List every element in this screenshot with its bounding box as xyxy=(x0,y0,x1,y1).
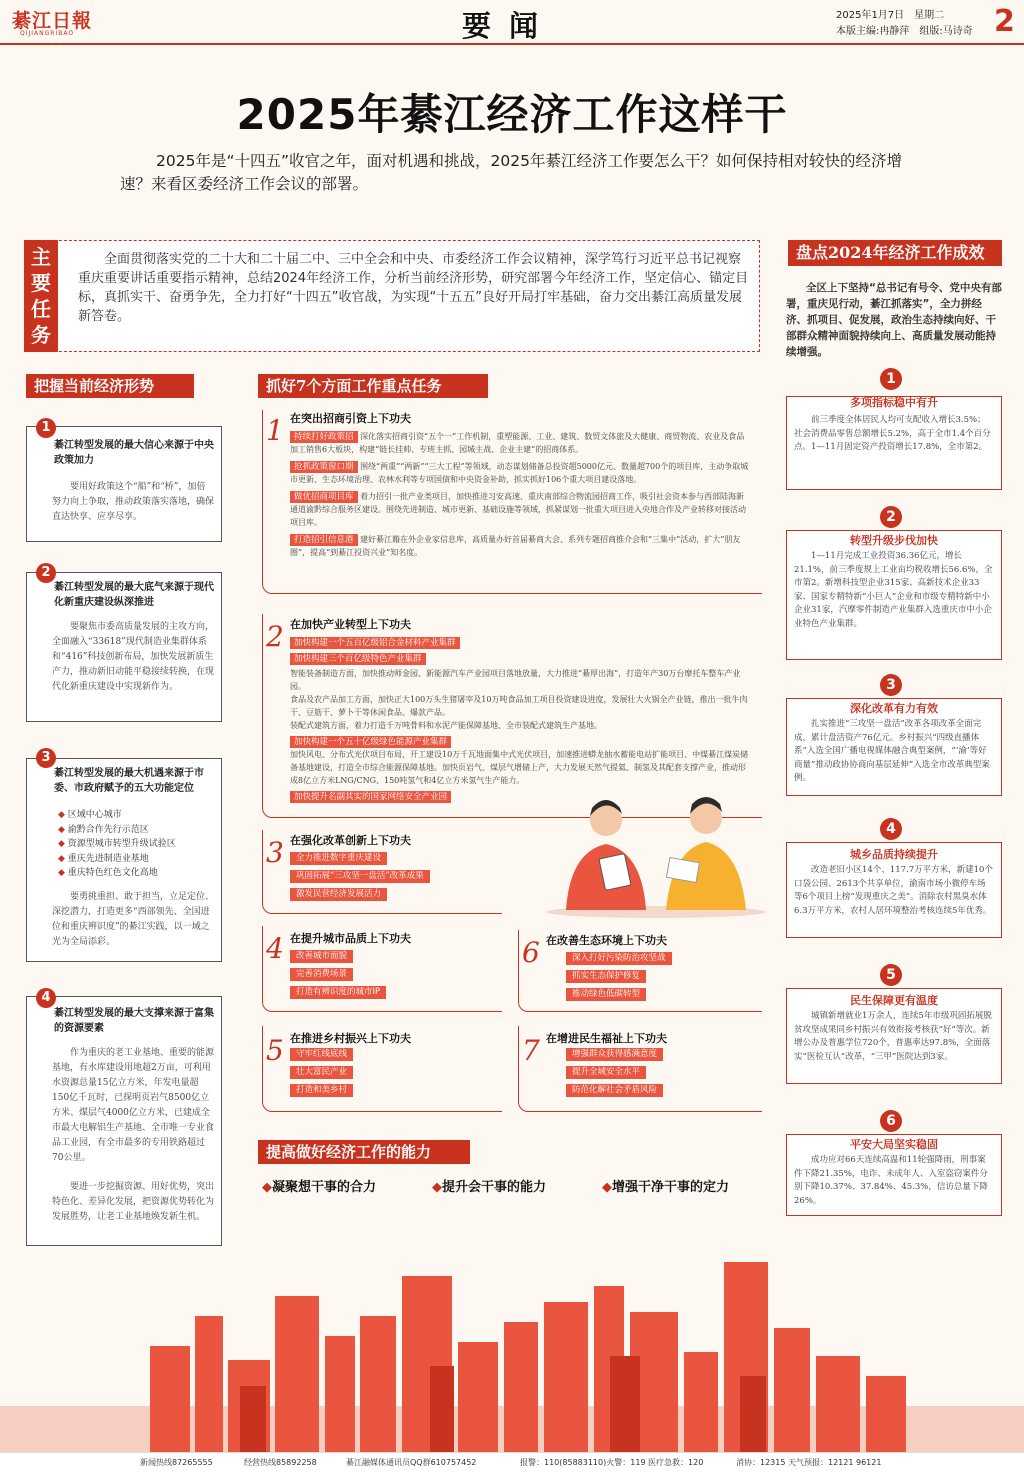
task-tag: 抢抓政策窗口期 xyxy=(290,461,358,473)
situation-num-3: 3 xyxy=(36,748,56,768)
result-head-4: 城乡品质持续提升 xyxy=(850,848,938,861)
task-tag: 打造招引信息港 xyxy=(290,534,358,546)
city-skyline-illustration xyxy=(0,1256,1024,1452)
result-num-5: 5 xyxy=(880,964,902,986)
result-body-4: 改造老旧小区14个、117.7万平方米，新建10个口袋公园、2613个共享单位，渝南市场小微停车场等6个项目上榜“发现重庆之美”。消除农村黑臭水体6.3万平方米，农村人居环境整治考核连续5年优秀。 xyxy=(794,865,993,916)
task-tag: 加快构建一个五百亿级铝合金材料产业集群 xyxy=(290,637,460,649)
bullet-item: ◆ 渝黔合作先行示范区 xyxy=(58,824,149,835)
main-task-label-text: 主要任务 xyxy=(31,245,51,347)
bullet-item: ◆ 重庆特色红色文化高地 xyxy=(58,868,158,878)
footer-business-hotline: 经营热线85892258 xyxy=(244,1458,317,1467)
task-1-num: 1 xyxy=(266,414,284,447)
lead-paragraph: 2025年是“十四五”收官之年，面对机遇和挑战，2025年綦江经济工作要怎么干？如何保持相对较快的经济增速？来看区委经济工作会议的部署。 xyxy=(120,152,902,193)
task-tag: 加快构建一个五十亿级绿色能源产业集群 xyxy=(290,736,451,748)
result-body-5: 城镇新增就业1万余人，连续5年市级巩固拓展脱贫攻坚成果同乡村振兴有效衔接考核获“好”等次。新增公办及普惠学位720个，普惠率达97.8%，全面落实“医检互认”改革，“三甲”医院达到3家。 xyxy=(794,1011,992,1062)
person-right-icon xyxy=(666,797,746,910)
task-tag: 加快提升名副其实的国家网络安全产业园 xyxy=(290,791,451,803)
task-3-head: 在强化改革创新上下功夫 xyxy=(290,834,411,847)
task-6-num: 6 xyxy=(522,936,540,969)
task-pill: 激发民营经济发展活力 xyxy=(290,888,387,901)
result-num-6: 6 xyxy=(880,1110,902,1132)
footer-bar xyxy=(0,1452,1024,1472)
result-num-3: 3 xyxy=(880,674,902,696)
ability-2: ◆提升会干事的能力 xyxy=(432,1180,547,1195)
result-num-4: 4 xyxy=(880,818,902,840)
result-body-6: 成功应对66天连续高温和11轮强降雨，刑事案件下降21.35%，电诈、未成年人、入室盗窃案件分别下降10.37%、37.84%、45.3%，信访总量下降26%。 xyxy=(794,1155,988,1206)
task-5-head: 在推进乡村振兴上下功夫 xyxy=(290,1032,411,1045)
result-num-2: 2 xyxy=(880,506,902,528)
task-row: 抢抓政策窗口期 围绕“两重”“两新”“三大工程”等领域，动态谋划储备总投资超5000亿元、数量超700个的项目库，主动争取城市更新、生态环境治理、农林水利等专项国债和中央资金补助，抓实抓好106个重大项目建设落地。 xyxy=(290,462,749,484)
task-pill: 提升全域安全水平 xyxy=(566,1066,646,1079)
task-pill: 全力推进数字重庆建设 xyxy=(290,852,387,865)
task-pill: 增强群众获得感满意度 xyxy=(566,1048,663,1061)
task-tag: 加快构建三个百亿级特色产业集群 xyxy=(290,653,426,665)
task-pill: 推动绿色低碳转型 xyxy=(566,988,646,1001)
task-pill: 抓实生态保护修复 xyxy=(566,970,646,983)
bullet-item: ◆ 区域中心城市 xyxy=(58,810,122,820)
bullet-item: ◆ 重庆先进制造业基地 xyxy=(58,853,149,864)
footer-news-hotline: 新闻热线87265555 xyxy=(140,1458,213,1467)
tasks-banner: 抓好7个方面工作重点任务 xyxy=(258,374,488,398)
task-row xyxy=(290,636,750,649)
task-7-pills xyxy=(566,1048,663,1102)
situation-body-3: 要勇挑重担、敢于担当，立足定位、深挖潜力，打造更多“西部领先、全国进位和重庆辨识度”的綦江实践，以一域之光为全局添彩。 xyxy=(52,892,215,947)
result-num-1: 1 xyxy=(880,368,902,390)
results-intro: 全区上下坚持“总书记有号令、党中央有部署，重庆见行动，綦江抓落实”，全力拼经济、抓项目、促发展，政治生态持续向好、干部群众精神面貌持续向上、高质量发展动能持续增强。 xyxy=(786,282,1002,358)
situation-head-3: 綦江转型发展的最大机遇来源于市委、市政府赋予的五大功能定位 xyxy=(54,768,204,794)
task-tag: 做优招商项目库 xyxy=(290,491,358,503)
result-head-6: 平安大局坚实稳固 xyxy=(850,1138,938,1151)
task-2-head: 在加快产业转型上下功夫 xyxy=(290,618,411,631)
main-task-text: 全面贯彻落实党的二十大和二十届二中、三中全会和中央、市委经济工作会议精神，深学笃行习近平总书记视察重庆重要讲话重要指示精神，总结2024年经济工作，分析当前经济形势，研究部署今年经济工作，坚定信心、锚定目标，真抓实干、奋勇争先，全力打好“十四五”收官战，为实现“十五五”良好开局打牢基础，奋力交出綦江高质量发展新答卷。 xyxy=(78,252,749,324)
situation-num-2: 2 xyxy=(36,563,56,583)
situation-banner: 把握当前经济形势 xyxy=(26,374,194,398)
task-2-num: 2 xyxy=(266,620,284,653)
task-pill: 打造和美乡村 xyxy=(290,1084,353,1097)
abilities-banner: 提高做好经济工作的能力 xyxy=(258,1140,470,1164)
situation-body-4b: 要进一步挖掘资源、用好优势，突出特色化、差异化发展，把资源优势转化为发展胜势，让老工业基地焕发新生机。 xyxy=(52,1182,215,1222)
result-head-1: 多项指标稳中有升 xyxy=(850,396,938,409)
situation-body-2: 要聚焦市委高质量发展的主攻方向，全面融入“33618”现代制造业集群体系和“416”科技创新布局，加快发展新质生产力，推动新旧动能平稳接续转换，在现代化新重庆建设中实现新作为。 xyxy=(52,622,215,692)
task-6-pills xyxy=(566,952,672,1006)
result-head-3: 深化改革有力有效 xyxy=(850,702,938,715)
task-1-rows xyxy=(290,430,750,559)
task-row: 打造招引信息港 建好綦江籍在外企业家信息库，高质量办好首届綦商大会、系列专题招商推介会和“三集中”活动，扩大“朋友圈”，提高“到綦江投资兴业”知名度。 xyxy=(290,535,741,557)
task-4-pills xyxy=(290,950,386,1004)
task-tag: 持续打好政策招 xyxy=(290,431,358,443)
task-6-head: 在改善生态环境上下功夫 xyxy=(546,934,667,947)
task-2-rows xyxy=(290,636,750,803)
page-number: 2 xyxy=(994,4,1015,39)
ability-3: ◆增强干净干事的定力 xyxy=(602,1180,730,1195)
task-pill: 巩固拓展“三攻坚一盘活”改革成果 xyxy=(290,870,430,883)
footer-emergency: 报警：110(85883110)火警：119 医疗急救：120 xyxy=(520,1458,704,1467)
task-3-num: 3 xyxy=(266,836,284,869)
task-row: 食品及农产品加工方面，加快正大100万头生猪屠宰及10万吨食品加工项目投资建设进度，发展壮大火锅全产业链，推出一批牛肉干、豆筋干、萝卜干等休闲食品、爆款产品。 xyxy=(290,695,748,717)
task-1-head: 在突出招商引资上下功夫 xyxy=(290,412,411,425)
issue-date: 2025年1月7日 星期二 xyxy=(836,10,945,21)
task-row: 智能装备制造方面，加快推动师金园、新能源汽车产业园项目落地放量，大力推进“綦厚出海”，打造年产30万台摩托车整车产业园。 xyxy=(290,669,741,691)
section-title: 要闻 xyxy=(462,9,557,43)
situation-num-1: 1 xyxy=(36,418,56,438)
footer-consumer: 消协：12315 天气预报：12121 96121 xyxy=(736,1458,882,1467)
situation-body-1: 要用好政策这个“船”和“桥”，加倍努力向上争取，推动政策落实落地，确保直达快享、应享尽享。 xyxy=(52,482,215,522)
task-pill: 防范化解社会矛盾风险 xyxy=(566,1084,663,1097)
task-pill: 改善城市面貌 xyxy=(290,950,353,963)
result-head-5: 民生保障更有温度 xyxy=(850,994,938,1007)
newspaper-logo-en: QIJIANGRIBAO xyxy=(20,30,75,37)
ability-1: ◆凝聚想干事的合力 xyxy=(262,1180,377,1195)
task-5-pills xyxy=(290,1048,353,1102)
newspaper-logo: 綦江日報 xyxy=(12,10,93,32)
situation-head-2: 綦江转型发展的最大底气来源于现代化新重庆建设纵深推进 xyxy=(54,582,214,608)
main-task-label xyxy=(24,240,58,352)
task-pill: 壮大富民产业 xyxy=(290,1066,353,1079)
task-4-num: 4 xyxy=(266,932,284,965)
task-pill: 守牢红线底线 xyxy=(290,1048,353,1061)
task-row: 装配式建筑方面，着力打造千万吨骨料和水泥产能保障基地、全市装配式建筑生产基地。 xyxy=(290,721,602,730)
task-7-head: 在增进民生福祉上下功夫 xyxy=(546,1032,667,1045)
results-banner: 盘点2024年经济工作成效 xyxy=(788,240,1002,266)
situation-head-1: 綦江转型发展的最大信心来源于中央政策加力 xyxy=(54,440,214,466)
headline: 2025年綦江经济工作这样干 xyxy=(236,90,788,139)
situation-num-4: 4 xyxy=(36,988,56,1008)
situation-body-4: 作为重庆的老工业基地、重要的能源基地，有水库建设用地超2万亩，可利用水资源总量15亿立方米，年发电量超150亿千瓦时，已探明页岩气8500亿立方米、煤层气4000亿立方米，已建成全市最大电解铝生产基地、全市唯一专业食品工业园，有全市最多的专用铁路超过70公里。 xyxy=(52,1048,215,1163)
person-left-icon xyxy=(566,800,646,910)
task-3-pills xyxy=(290,852,430,906)
dateline xyxy=(836,8,996,40)
task-pill: 深入打好污染防治攻坚战 xyxy=(566,952,672,965)
result-head-2: 转型升级步伐加快 xyxy=(850,534,938,547)
footer-qq-group: 綦江融媒体通讯员QQ群610757452 xyxy=(346,1458,477,1467)
result-body-2: 1—11月完成工业投资36.36亿元，增长21.1%，前三季度规上工业亩均税收增长56.6%，全市第2。新增科技型企业315家、高新技术企业33家、国家专精特新“小巨人”企业和市级专精特新中小企业31家，汽摩零件制造产业集群入选重庆市中小企业特色产业集群。 xyxy=(794,551,993,629)
editors-line: 本版主编:冉静萍 组版:马诗奇 xyxy=(836,26,973,37)
task-row: 持续打好政策招 深化落实招商引资“五个一”工作机制，重塑能源、工业、建筑、数贸文体旅及大健康、商贸物流、农业及食品加工销售6大板块，构建“链长挂帅、专班主抓、园城主战、企业主建”的招商体系。 xyxy=(290,432,745,454)
task-row: 加快构建一个五十亿级绿色能源产业集群 加快风电、分布式光伏项目布局，开工建设10万千瓦地面集中式光伏项目，加速推进蟒龙抽水蓄能电站扩能项目、中煤綦江煤炭储备基地建设，打造全市综合能源保障基地。加快页岩气、煤层气增储上产，大力发展天然气提氦、制氢及其配套支撑产业，推动形成8亿立方米LNG/CNG、150吨氢气和4亿立方米氢气生产能力。 xyxy=(290,737,749,785)
situation-bullets-3 xyxy=(58,808,176,881)
task-7-num: 7 xyxy=(522,1034,540,1067)
bullet-item: ◆ 资源型城市转型升级试验区 xyxy=(58,839,176,849)
task-pill: 完善消费场景 xyxy=(290,968,353,981)
task-row xyxy=(290,652,750,665)
task-4-head: 在提升城市品质上下功夫 xyxy=(290,932,411,945)
task-row: 做优招商项目库 着力招引一批产业类项目，加快推进习安高速、重庆南部综合物流园招商工作，吸引社会资本参与西部陆海新通道渝黔综合服务区建设。围绕先进制造、城市更新、基础设施等领域，抓紧谋划一批重大项目进入央地合作及产业转移对接活动项目库。 xyxy=(290,492,746,527)
situation-head-4: 綦江转型发展的最大支撑来源于富集的资源要素 xyxy=(54,1008,214,1034)
task-5-num: 5 xyxy=(266,1034,284,1067)
result-body-3: 扎实推进“三攻坚一盘活”改革各项改革全面完成，累计盘活资产76亿元。乡村振兴“四级直播体系”入选全国广播电视媒体融合典型案例，“‘渝’等好商量”推动政协协商向基层延伸”入选全市改革典型案例。 xyxy=(794,719,990,783)
discussion-illustration xyxy=(536,790,776,920)
task-pill: 打造有辨识度的城市IP xyxy=(290,986,386,999)
result-body-1: 前三季度全体居民人均可支配收入增长3.5%；社会消费品零售总额增长5.2%，高于全市1.4个百分点。1—11月固定资产投资增长17.8%，全市第2。 xyxy=(794,415,991,452)
